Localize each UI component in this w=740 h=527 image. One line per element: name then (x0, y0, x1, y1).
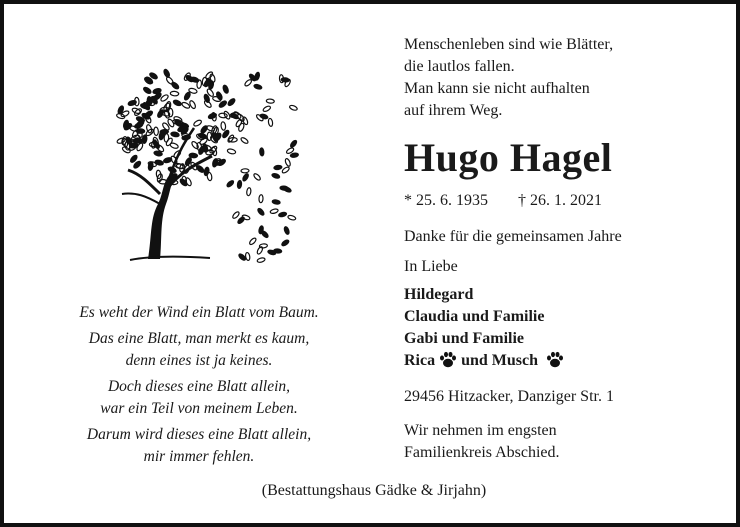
leaf (143, 86, 152, 94)
pet-name: und Musch (461, 352, 539, 369)
leaf (163, 69, 171, 78)
falling-leaf (246, 187, 251, 195)
falling-leaf (240, 137, 249, 145)
falling-leaf (283, 186, 292, 193)
leaf (193, 119, 202, 127)
falling-leaf (283, 226, 290, 235)
farewell-note (404, 420, 734, 464)
leaf (183, 91, 191, 100)
leaf (227, 98, 236, 107)
falling-leaf (274, 165, 282, 170)
poem-line: denn eines ist ja keines. (125, 352, 273, 369)
falling-leaf (253, 84, 262, 90)
leaf (221, 122, 226, 131)
mourner: Gabi und Familie (404, 330, 525, 347)
falling-leaf (235, 119, 243, 128)
falling-leaf (241, 169, 249, 173)
pet-name: Rica (404, 352, 436, 369)
falling-leaf (226, 180, 235, 188)
falling-leaf (270, 208, 279, 214)
poem (64, 302, 334, 472)
leaf (133, 108, 142, 117)
leaf (170, 131, 179, 137)
falling-leaf (257, 257, 266, 263)
falling-leaf (284, 158, 291, 167)
falling-leaf (256, 246, 263, 255)
death-date: † 26. 1. 2021 (518, 192, 602, 209)
falling-leaf (237, 180, 242, 188)
falling-leaf (249, 237, 257, 246)
address: 29456 Hitzacker, Danziger Str. 1 (404, 388, 614, 405)
falling-leaf (272, 199, 281, 204)
leaf (169, 142, 178, 149)
verse-line: auf ihrem Weg. (404, 102, 503, 119)
opening-verse (404, 34, 734, 122)
leaf (154, 127, 159, 136)
leaf (163, 157, 172, 164)
leaf (222, 84, 229, 93)
falling-leaf (254, 72, 260, 81)
thanks-line: Danke für die gemeinsamen Jahre (404, 228, 622, 245)
verse-line: Man kann sie nicht aufhalten (404, 80, 590, 97)
leaf (170, 91, 179, 96)
verse-line: die lautlos fallen. (404, 58, 515, 75)
poem-line: Das eine Blatt, man merkt es kaum, (88, 330, 310, 347)
leaf (196, 165, 205, 174)
falling-leaf (237, 216, 246, 224)
poem-line: Es weht der Wind ein Blatt vom Baum. (79, 304, 319, 321)
falling-leaf (289, 104, 298, 111)
paw-icon (439, 351, 457, 368)
falling-leaf (244, 79, 253, 87)
in-love-line: In Liebe (404, 258, 458, 275)
falling-leaf (287, 215, 296, 221)
tree-illustration (100, 44, 300, 274)
mourner: Hildegard (404, 286, 474, 303)
falling-leaf (242, 173, 250, 182)
poem-stanza (64, 376, 334, 420)
poem-line: Doch dieses eine Blatt allein, (107, 378, 291, 395)
leaf (171, 81, 180, 90)
leaf (191, 140, 200, 149)
leaf (165, 137, 173, 146)
falling-leaf (289, 139, 297, 148)
falling-leaf (259, 148, 264, 156)
obituary-text (404, 34, 734, 464)
falling-leaf (259, 243, 267, 248)
mourner: Claudia und Familie (404, 308, 545, 325)
leaf (212, 158, 219, 167)
mourners-list (404, 284, 734, 372)
poem-line: mir immer fehlen. (143, 448, 255, 465)
leaf (164, 134, 169, 143)
falling-leaf (290, 153, 299, 158)
leaf (136, 119, 145, 127)
poem-line: war ein Teil von meinem Leben. (100, 400, 298, 417)
falling-leaf (261, 230, 269, 238)
falling-leaf (271, 173, 280, 179)
verse-line: Menschenleben sind wie Blätter, (404, 36, 614, 53)
falling-leaf (266, 99, 274, 104)
deceased-name: Hugo Hagel (404, 135, 613, 180)
paw-icon (546, 351, 564, 368)
falling-leaf (281, 78, 289, 83)
leaf (215, 91, 223, 100)
falling-leaf (257, 207, 265, 216)
poem-stanza (64, 424, 334, 468)
leaf (189, 100, 197, 109)
falling-leaf (281, 239, 290, 247)
leaf (227, 148, 236, 154)
leaf (173, 99, 182, 106)
leaf (204, 167, 210, 176)
falling-leaf (268, 118, 273, 127)
birth-date: * 25. 6. 1935 (404, 192, 488, 209)
leaf (189, 153, 198, 158)
poem-line: Darum wird dieses eine Blatt allein, (86, 426, 312, 443)
falling-leaf (232, 211, 240, 220)
leaf (156, 109, 164, 118)
falling-leaf (259, 195, 263, 203)
falling-leaf (281, 166, 290, 174)
leaf (217, 158, 226, 166)
life-dates (404, 192, 734, 210)
leaf (205, 71, 214, 80)
mourner-pets (404, 350, 734, 372)
leaf (144, 110, 153, 118)
funeral-home: (Bestattungshaus Gädke & Jirjahn) (261, 482, 487, 499)
falling-leaf (253, 173, 261, 181)
leaf (133, 139, 142, 144)
farewell-line: Wir nehmen im engsten (404, 422, 557, 439)
poem-stanza (64, 302, 334, 324)
falling-leaf (278, 212, 287, 218)
farewell-line: Familienkreis Abschied. (404, 444, 560, 461)
falling-leaf (262, 105, 271, 112)
poem-stanza (64, 328, 334, 372)
